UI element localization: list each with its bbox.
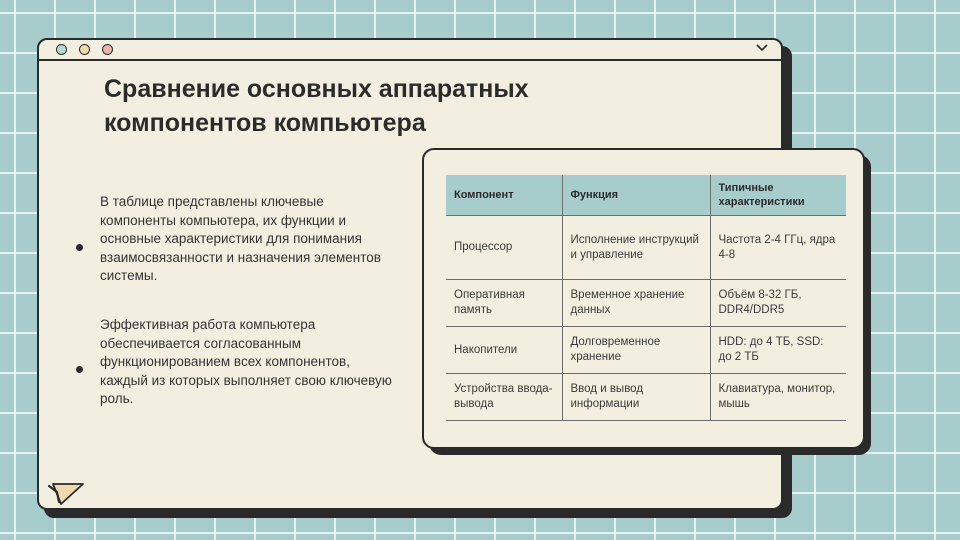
table-card — [422, 148, 865, 449]
table-cell: Ввод и вывод информации — [562, 374, 710, 421]
table-cell: Частота 2-4 ГГц, ядра 4-8 — [710, 216, 846, 280]
table-cell: Временное хранение данных — [562, 280, 710, 327]
table-row — [446, 216, 846, 280]
table-cell: Объём 8-32 ГБ, DDR4/DDR5 — [710, 280, 846, 327]
paragraph-2: Эффективная работа компьютера обеспечивается согласованным функционированием всех компонентов, каждый из которых выполняет свою ключевую роль. — [100, 317, 392, 406]
bullet-dot — [76, 366, 83, 373]
table-row — [446, 327, 846, 374]
table-cell: Устройства ввода-вывода — [446, 374, 562, 421]
table-cell: Долговременное хранение — [562, 327, 710, 374]
window-dot-icon[interactable] — [79, 44, 90, 55]
table-cell: Накопители — [446, 327, 562, 374]
chevron-down-icon[interactable] — [755, 43, 769, 53]
window-titlebar — [39, 40, 781, 61]
header-characteristics: Типичные характеристики — [710, 175, 846, 216]
table-cell: Процессор — [446, 216, 562, 280]
comparison-table — [446, 175, 846, 421]
paragraph-1: В таблице представлены ключевые компоненты компьютера, их функции и основные характеристики для понимания взаимосвязанности и назначения элементов системы. — [100, 194, 381, 283]
header-component: Компонент — [446, 175, 562, 216]
table-cell: HDD: до 4 ТБ, SSD: до 2 ТБ — [710, 327, 846, 374]
window-dot-icon[interactable] — [56, 44, 67, 55]
window-dot-icon[interactable] — [102, 44, 113, 55]
bullet-dot — [76, 244, 83, 251]
header-function: Функция — [562, 175, 710, 216]
table-header-row — [446, 175, 846, 216]
page-title: Сравнение основных аппаратных компонентов компьютера — [104, 75, 529, 137]
table-cell: Клавиатура, монитор, мышь — [710, 374, 846, 421]
table-cell: Исполнение инструкций и управление — [562, 216, 710, 280]
table-cell: Оперативная память — [446, 280, 562, 327]
triangle-logo-icon — [45, 480, 85, 506]
table-row — [446, 374, 846, 421]
table-row — [446, 280, 846, 327]
